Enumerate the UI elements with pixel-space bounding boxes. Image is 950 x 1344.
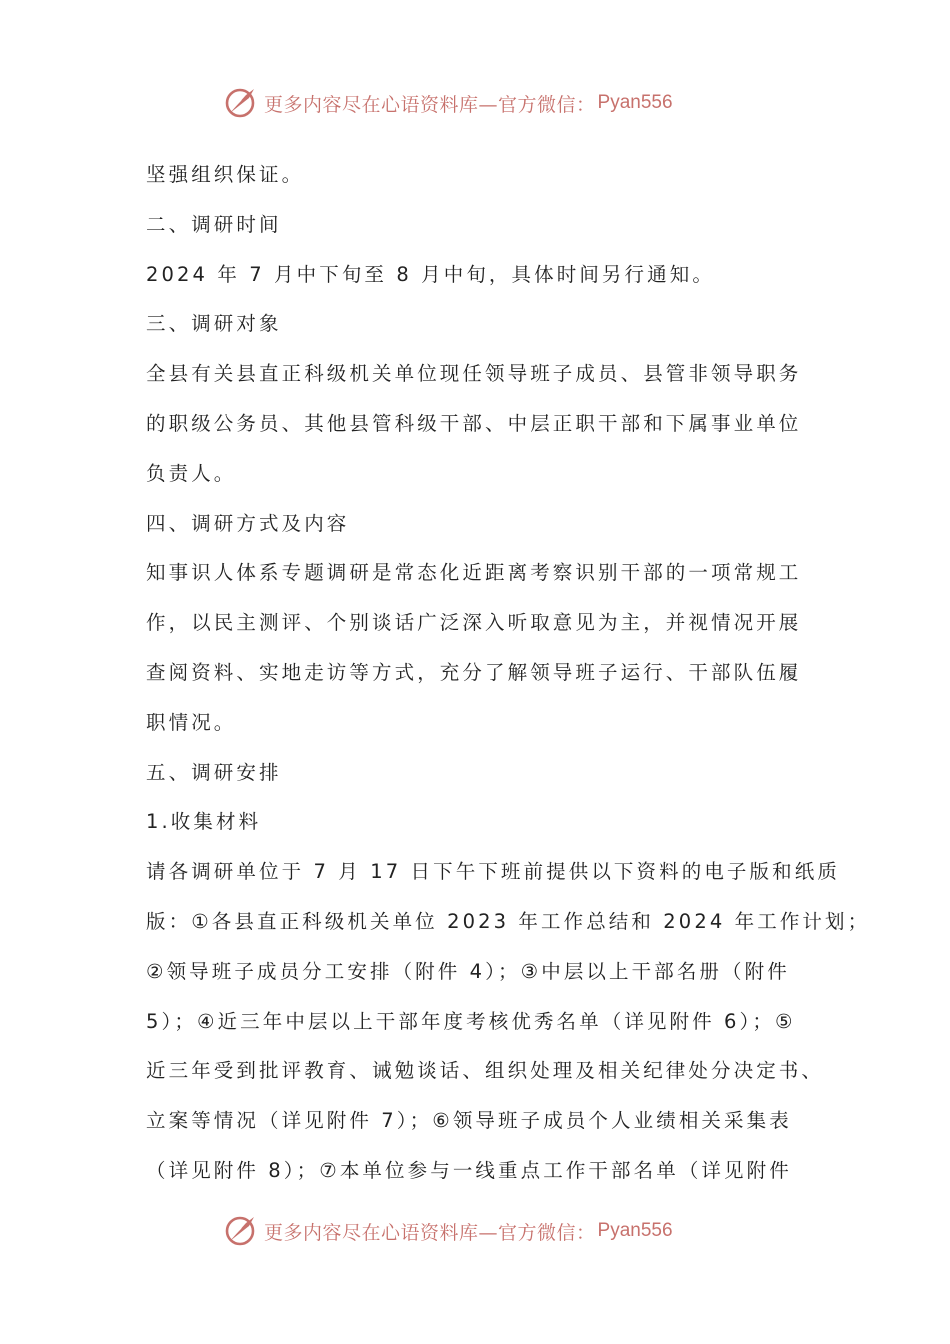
text-line: 2024 年 7 月中下旬至 8 月中旬，具体时间另行通知。 — [146, 262, 715, 286]
text-line: 请各调研单位于 7 月 17 日下午下班前提供以下资料的电子版和纸质 — [146, 860, 840, 884]
quill-logo-icon — [224, 86, 258, 120]
footer-watermark — [224, 1214, 673, 1248]
watermark-text: 更多内容尽在心语资料库—官方微信： — [264, 93, 596, 116]
text-line: （详见附件 8）；⑦本单位参与一线重点工作干部名单（详见附件 — [146, 1158, 792, 1182]
text-line: 职情况。 — [146, 710, 237, 734]
text-line: 作，以民主测评、个别谈话广泛深入听取意见为主，并视情况开展 — [146, 611, 802, 635]
section-heading-method: 四、调研方式及内容 — [146, 511, 350, 535]
header-watermark — [224, 86, 673, 120]
section-heading-arrangement: 五、调研安排 — [146, 760, 282, 784]
text-line: ②领导班子成员分工安排（附件 4）；③中层以上干部名册（附件 — [146, 959, 790, 983]
quill-logo-icon — [224, 1214, 258, 1248]
text-line: 5）；④近三年中层以上干部年度考核优秀名单（详见附件 6）；⑤ — [146, 1009, 796, 1033]
text-line: 坚强组织保证。 — [146, 163, 305, 186]
document-body — [146, 150, 871, 1196]
text-line: 查阅资料、实地走访等方式，充分了解领导班子运行、干部队伍履 — [146, 660, 802, 684]
text-line: 的职级公务员、其他县管科级干部、中层正职干部和下属事业单位 — [146, 411, 802, 435]
text-line: 知事识人体系专题调研是常态化近距离考察识别干部的一项常规工 — [146, 561, 802, 585]
text-line: 近三年受到批评教育、诫勉谈话、组织处理及相关纪律处分决定书、 — [146, 1059, 825, 1083]
watermark-text: 更多内容尽在心语资料库—官方微信： — [264, 1221, 596, 1244]
text-line: 立案等情况（详见附件 7）；⑥领导班子成员个人业绩相关采集表 — [146, 1109, 792, 1133]
text-line: 负责人。 — [146, 461, 237, 485]
subheading-collect-materials: 1.收集材料 — [146, 810, 262, 834]
text-line: 全县有关县直正科级机关单位现任领导班子成员、县管非领导职务 — [146, 362, 802, 386]
section-heading-time: 二、调研时间 — [146, 212, 282, 236]
text-line: 版：①各县直正科级机关单位 2023 年工作总结和 2024 年工作计划； — [146, 909, 871, 933]
watermark-wechat-id: Pyan556 — [597, 1220, 673, 1241]
watermark-wechat-id: Pyan556 — [597, 92, 673, 113]
section-heading-subjects: 三、调研对象 — [146, 312, 282, 336]
